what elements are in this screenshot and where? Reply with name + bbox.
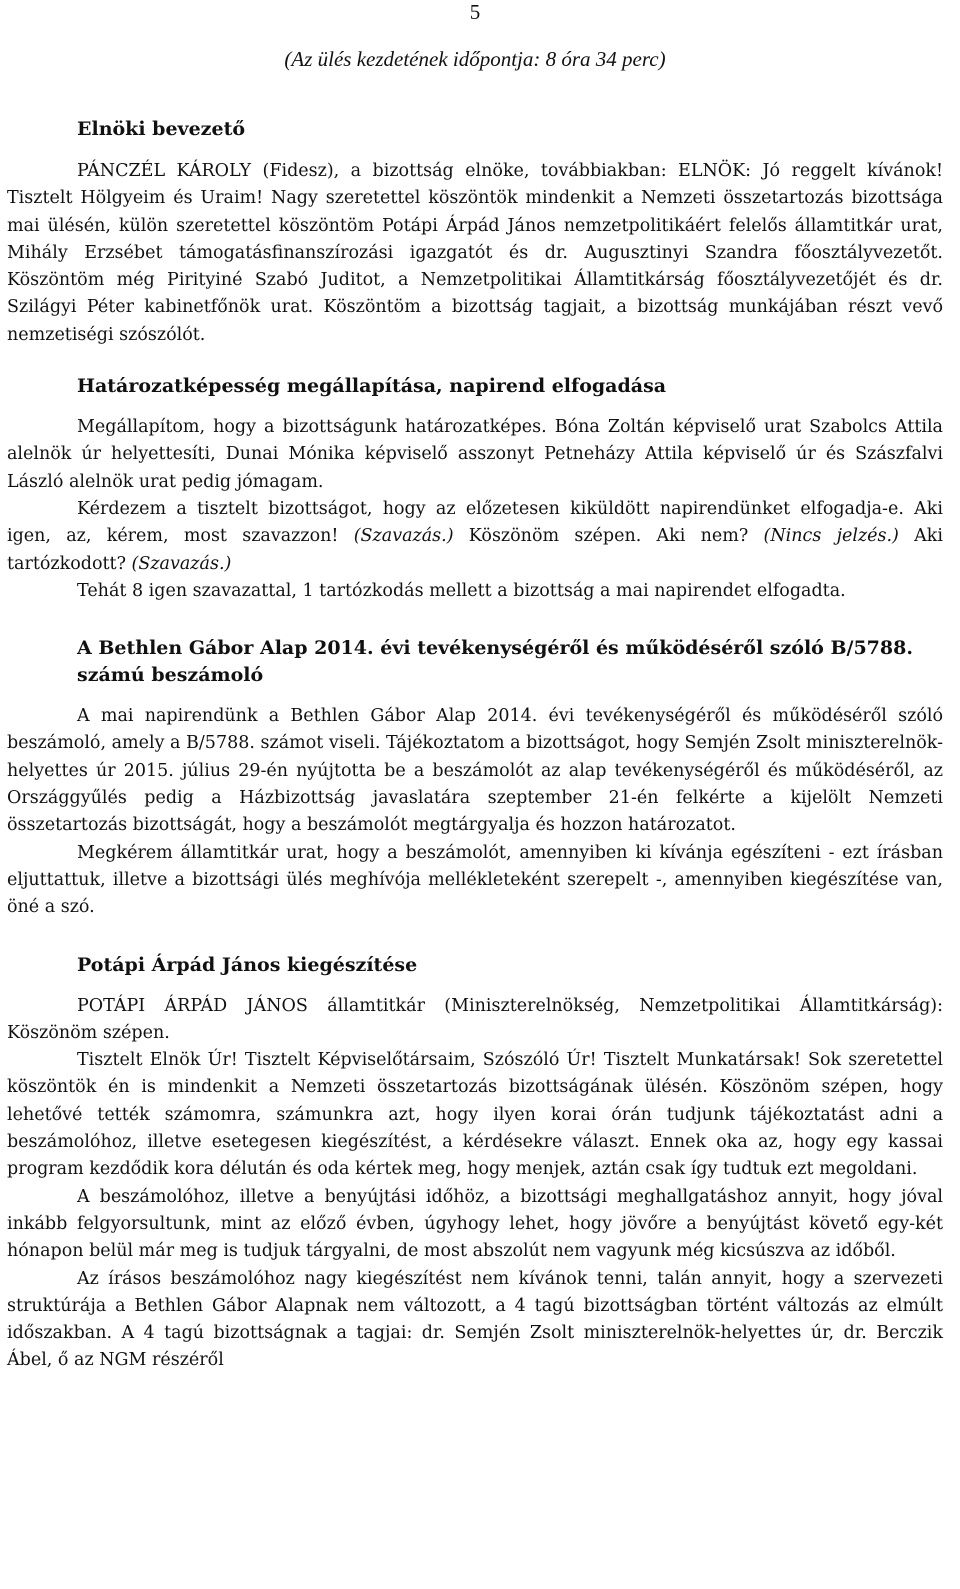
session-note: (Az ülés kezdetének időpontja: 8 óra 34 perc) <box>284 47 666 71</box>
vote-paragraph <box>7 496 943 578</box>
section-heading-supplement: Potápi Árpád János kiegészítése <box>77 953 418 976</box>
page-number: 5 <box>469 0 481 24</box>
intro-paragraph: PÁNCZÉL KÁROLY (Fidesz), a bizottság elnöke, továbbiakban: ELNÖK: Jó reggelt kívánok! Tisztelt Hölgyeim és Uraim! Nagy szeretettel köszöntök mindenkit a Nemzeti összetartozás bizottsága mai ülésén, külön szeretettel köszöntöm Potápi Árpád János nemzetpolitikáért felelős államtitkár urat, Mihály Erzsébet támogatásfinanszírozási igazgatót és dr. Augusztinyi Szandra főosztályvezetőt. Köszöntöm még Pirityiné Szabó Juditot, a Nemzetpolitikai Államtitkárság főosztályvezetőjét és dr. Szilágyi Péter kabinetfőnök urat. Köszöntöm a bizottság tagjait, a bizottság munkájában részt vevő nemzetiségi szószólót. <box>7 161 943 345</box>
supplement-paragraph-3: A beszámolóhoz, illetve a benyújtási időhöz, a bizottsági meghallgatáshoz annyit, hogy jóval inkább felgyorsultunk, mint az előző évben, úgyhogy lehet, hogy jövőre a benyújtást követő egy-két hónapon belül már meg is tudjuk tárgyalni, de most abszolút nem vagyunk még kicsúszva az időből. <box>7 1186 943 1262</box>
vote-text-3: Aki tartózkodott? <box>7 526 943 574</box>
supplement-paragraph-4: Az írásos beszámolóhoz nagy kiegészítést nem kívánok tenni, talán annyit, hogy a szervezeti struktúrája a Bethlen Gábor Alapnak nem változott, a 4 tagú bizottságban történt változás az elmúlt időszakban. A 4 tagú bizottságnak a tagjai: dr. Semjén Zsolt miniszterelnök-helyettes úr, dr. Berczik Ábel, ő az NGM részéről <box>7 1268 943 1371</box>
section-heading-quorum: Határozatképesség megállapítása, napirend elfogadása <box>77 375 667 398</box>
quorum-paragraph: Megállapítom, hogy a bizottságunk határozatképes. Bóna Zoltán képviselő urat Szabolcs Attila alelnök úr helyettesíti, Dunai Mónika képviselő asszonyt Petneházy Attila képviselő úr és Szászfalvi László alelnök urat pedig jómagam. <box>7 417 943 492</box>
vote-note-1: (Szavazás.) <box>353 526 454 547</box>
supplement-paragraph-1: POTÁPI ÁRPÁD JÁNOS államtitkár (Miniszterelnökség, Nemzetpolitikai Államtitkárság): Köszönöm szépen. <box>7 995 943 1043</box>
supplement-paragraph-2: Tisztelt Elnök Úr! Tisztelt Képviselőtársaim, Szószóló Úr! Tisztelt Munkatársak! Sok szeretettel köszöntök én is mindenkit a Nemzeti összetartozás bizottságának ülésén. Köszönöm szépen, hogy lehetővé tették számomra, számunkra azt, hogy ilyen korai órán tudjunk tájékoztatást adni a beszámolóhoz, illetve esetegesen kiegészítést, a kérdésekre választ. Ennek oka az, hogy egy kassai program kezdődik kora délután és oda kértek meg, hogy menjek, aztán csak így tudtuk ezt megoldani. <box>7 1050 943 1180</box>
vote-result-paragraph: Tehát 8 igen szavazattal, 1 tartózkodás mellett a bizottság a mai napirendet elfogadta. <box>77 580 846 601</box>
report-paragraph-2: Megkérem államtitkár urat, hogy a beszámolót, amennyiben ki kívánja egészíteni - ezt írásban eljuttattuk, illetve a bizottsági ülés meghívója mellékleteként szerepelt -, amennyiben kiegészítése van, öné a szó. <box>7 842 943 918</box>
section-heading-report: A Bethlen Gábor Alap 2014. évi tevékenységéről és működéséről szóló B/5788. számú beszámoló <box>77 637 913 687</box>
vote-text-1: Kérdezem a tisztelt bizottságot, hogy az előzetesen kiküldött napirendünket elfogadja-e. Aki igen, az, kérem, most szavazzon! <box>7 498 943 547</box>
vote-note-3: (Szavazás.) <box>131 553 232 574</box>
section-heading-intro: Elnöki bevezető <box>77 118 246 140</box>
vote-text-2: Köszönöm szépen. Aki nem? <box>453 526 764 547</box>
vote-note-2: (Nincs jelzés.) <box>763 526 899 547</box>
report-paragraph-1: A mai napirendünk a Bethlen Gábor Alap 2014. évi tevékenységéről és működéséről szóló beszámoló, amely a B/5788. számot viseli. Tájékoztatom a bizottságot, hogy Semjén Zsolt miniszterelnök-helyettes úr 2015. július 29-én nyújtotta be a beszámolót az alap tevékenységéről és működéséről, az Országgyűlés pedig a Házbizottság javaslatára szeptember 21-én felkérte a kijelölt Nemzeti összetartozás bizottságát, hogy a beszámolót megtárgyalja és hozzon határozatot. <box>7 706 943 836</box>
